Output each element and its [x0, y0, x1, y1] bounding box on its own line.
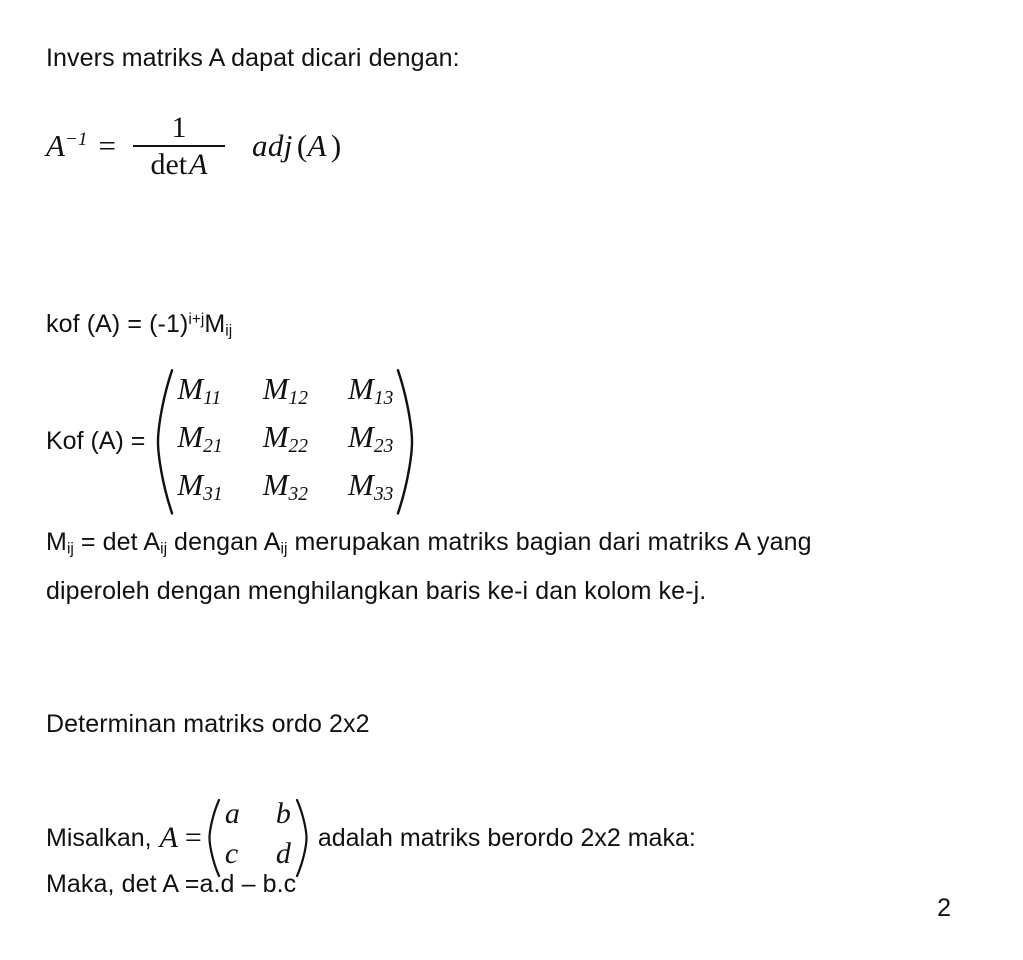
matrix-cell: $M_{21}$ [177, 418, 223, 457]
denominator-det-variable: A [189, 148, 208, 182]
kof-definition-exponent: i+j [188, 310, 205, 328]
kof-matrix-label: Kof (A) = [46, 427, 146, 456]
fraction-denominator [144, 147, 213, 180]
inverse-formula-lhs-base: A [46, 128, 65, 164]
adjugate-term [240, 128, 342, 164]
kof-definition-subscript: ij [225, 322, 233, 340]
mij-tail-text: merupakan matriks bagian dari matriks A yang [287, 528, 812, 556]
misalkan-line [46, 798, 696, 878]
inverse-formula-lhs [46, 128, 88, 164]
determinan-heading: Determinan matriks ordo 2x2 [46, 710, 370, 738]
matrix-cell: b [275, 797, 291, 830]
adjugate-open-paren: ( [296, 128, 308, 164]
kof-matrix-row [46, 368, 415, 516]
matrix-cell: $M_{31}$ [177, 466, 223, 505]
matrix-right-paren-icon [395, 368, 415, 516]
matrix-left-paren-icon [207, 798, 222, 878]
matrix-cell: $M_{33}$ [348, 466, 394, 505]
misalkan-prefix: Misalkan, [46, 823, 152, 852]
inverse-formula-fraction [133, 112, 225, 180]
abcd-matrix [207, 798, 309, 878]
mij-symbol: M [46, 528, 67, 556]
intro-text: Invers matriks A dapat dicari dengan: [46, 44, 460, 72]
matrix-cell: a [224, 797, 240, 830]
mij-paragraph-line2: diperoleh dengan menghilangkan baris ke-i dan kolom ke-j. [46, 577, 707, 606]
matrix-cell: $M_{13}$ [348, 371, 394, 409]
denominator-det-text: det [150, 148, 188, 182]
mij-det-sub: ij [160, 540, 168, 558]
inverse-formula-exponent: −1 [64, 129, 88, 151]
kof-definition-line [46, 308, 232, 342]
matrix-cell: d [275, 837, 291, 870]
matrix-left-paren-icon [155, 368, 175, 516]
matrix-cell: $M_{11}$ [177, 371, 222, 409]
adjugate-close-paren: ) [330, 128, 342, 164]
mij-dengan-text: dengan A [167, 528, 281, 556]
misalkan-equals: = [184, 821, 202, 854]
mij-paragraph-line1 [46, 521, 981, 570]
matrix-cell: $M_{32}$ [262, 466, 309, 505]
mij-det-text: = det A [73, 528, 161, 556]
matrix-cell: $M_{23}$ [348, 418, 394, 457]
matrix-cell: $M_{12}$ [262, 371, 309, 409]
kof-matrix-grid [175, 368, 395, 516]
matrix-cell: $M_{22}$ [262, 418, 309, 457]
mij-dengan-sub: ij [280, 540, 288, 558]
matrix-cell: c [224, 837, 239, 870]
abcd-matrix-grid [222, 798, 294, 878]
mij-paragraph [46, 521, 981, 612]
adjugate-argument: A [307, 128, 327, 164]
kof-definition-base: M [204, 310, 226, 338]
page-number: 2 [937, 894, 951, 922]
inverse-formula [46, 112, 342, 180]
maka-line: Maka, det A =a.d – b.c [46, 870, 297, 898]
fraction-numerator: 1 [171, 111, 187, 144]
kof-matrix [155, 368, 415, 516]
inverse-formula-equals: = [98, 128, 116, 164]
misalkan-variable: A [159, 821, 178, 854]
adjugate-label: adj [251, 128, 293, 164]
misalkan-suffix: adalah matriks berordo 2x2 maka: [317, 823, 696, 852]
matrix-right-paren-icon [294, 798, 309, 878]
mij-symbol-sub: ij [66, 540, 74, 558]
kof-definition-prefix: kof (A) = (-1) [46, 310, 189, 338]
